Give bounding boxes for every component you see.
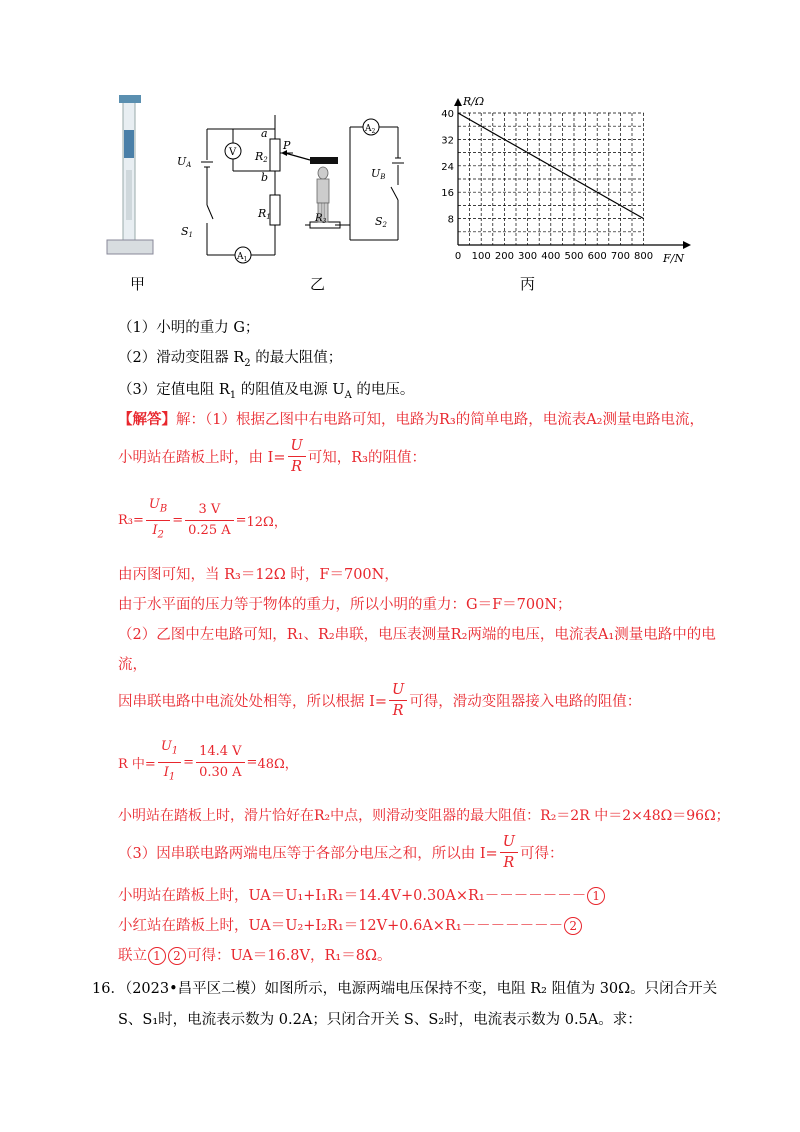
y-tick-label: 8	[447, 214, 454, 226]
x-tick-label: 100	[471, 251, 491, 262]
y-tick-label: 40	[441, 109, 454, 120]
equation-r-mid: R 中= $\frac{U_1}{I_1}$ = $\frac{14.4 V}{0.30 A}$ = 48Ω，	[118, 739, 298, 783]
slider-p-label: P	[283, 139, 291, 152]
terminal-a-label: a	[261, 127, 268, 140]
ammeter-a2-label: $A_2$	[365, 124, 376, 135]
r3-label: $R_3$	[315, 213, 327, 225]
y-tick-label: 24	[441, 161, 454, 173]
caption-jia: 甲	[130, 275, 146, 293]
ammeter-a1-label: $A_1$	[237, 252, 248, 263]
solution-line-1: 【解答】解：（1）根据乙图中右电路可知，电路为R₃的简单电路，电流表A₂测量电路电流，	[118, 411, 704, 428]
x-tick-label: 800	[634, 251, 654, 262]
solution-line-4: 由于水平面的压力等于物体的重力，所以小明的重力：G＝F＝700N；	[118, 597, 572, 613]
problem-16-line-2: S、S₁时，电流表示数为 0.2A；只闭合开关 S、S₂时，电流表示数为 0.5A。求：	[118, 1012, 642, 1028]
marker-1-ref: 1	[148, 947, 166, 965]
question-2: （2）滑动变阻器 $R_2$ 的最大阻值；	[118, 350, 343, 369]
x-tick-label: 600	[587, 251, 607, 262]
terminal-b-label: b	[261, 171, 269, 184]
x-tick-label: 200	[494, 251, 514, 262]
y-axis-label: R/Ω	[463, 95, 485, 108]
solution-line-2: 小明站在踏板上时，由 I= $\frac{U}{R}$ 可知，R₃的阻值：	[118, 438, 426, 475]
y-axis-arrow	[454, 98, 462, 106]
x-tick-label: 0	[454, 251, 462, 262]
solution-line-7: 因串联电路中电流处处相等，所以根据 I= $\frac{U}{R}$ 可得，滑动变阻器接入电路的阻值：	[118, 682, 642, 719]
caption-yi: 乙	[310, 275, 326, 293]
s1-label: S1	[181, 225, 194, 239]
solution-line-5: （2）乙图中左电路可知，R₁、R₂串联，电压表测量R₂两端的电压，电流表A₁测量电路中的电	[118, 627, 716, 643]
r1-label: R1	[258, 207, 271, 221]
marker-2: 2	[564, 917, 582, 935]
solution-tag: 【解答】	[118, 411, 176, 428]
r2-label: R2	[255, 150, 268, 164]
marker-1: 1	[587, 887, 605, 905]
s2-label: S2	[375, 215, 388, 229]
solution-line-8: 小明站在踏板上时，滑片恰好在R₂中点，则滑动变阻器的最大阻值：R₂＝2R 中＝2×48Ω＝96Ω；	[118, 808, 730, 824]
circuit-diagram	[175, 115, 415, 275]
ua-label: UA	[177, 155, 192, 169]
question-1: （1）小明的重力 G；	[118, 320, 260, 336]
x-tick-label: 300	[518, 251, 538, 262]
caption-bing: 丙	[520, 275, 536, 293]
problem-16-line-1: 16．（2023•昌平区二模）如图所示，电源两端电压保持不变，电阻 R₂ 阻值为 30Ω。只闭合开关	[92, 981, 718, 997]
y-tick-label: 32	[441, 135, 454, 147]
equation-r3: R₃= $\frac{U_B}{I_2}$ = $\frac{3 V}{0.25 A}$ = 12Ω，	[118, 497, 287, 541]
voltmeter-label: V	[229, 147, 237, 158]
height-weight-scale-image	[105, 90, 155, 265]
solution-line-11: 小红站在踏板上时，UA＝U₂+I₂R₁＝12V+0.6A×R₁－－－－－－－ 2	[118, 914, 583, 935]
ub-label: UB	[371, 167, 386, 181]
x-axis-label: F/N	[663, 252, 684, 265]
solution-line-12: 联立 1 2 可得：UA＝16.8V，R₁＝8Ω。	[118, 948, 392, 964]
x-tick-label: 400	[541, 251, 561, 262]
solution-line-6: 流，	[118, 657, 147, 673]
question-3: （3）定值电阻 $R_1$ 的阻值及电源 $U_A$ 的电压。	[118, 382, 415, 401]
x-axis-arrow	[683, 241, 691, 249]
figure-row	[105, 85, 705, 300]
r-vs-f-chart	[425, 85, 705, 270]
x-tick-label: 500	[564, 251, 584, 262]
y-tick-label: 16	[441, 188, 454, 200]
solution-line-9: （3）因串联电路两端电压等于各部分电压之和，所以由 I= $\frac{U}{R}$ 可得：	[118, 834, 564, 871]
solution-line-3: 由丙图可知，当 R₃＝12Ω 时，F＝700N，	[118, 567, 399, 583]
marker-2-ref: 2	[168, 947, 186, 965]
x-tick-label: 700	[610, 251, 630, 262]
solution-line-10: 小明站在踏板上时，UA＝U₁+I₁R₁＝14.4V+0.30A×R₁－－－－－－－ 1	[118, 884, 606, 905]
